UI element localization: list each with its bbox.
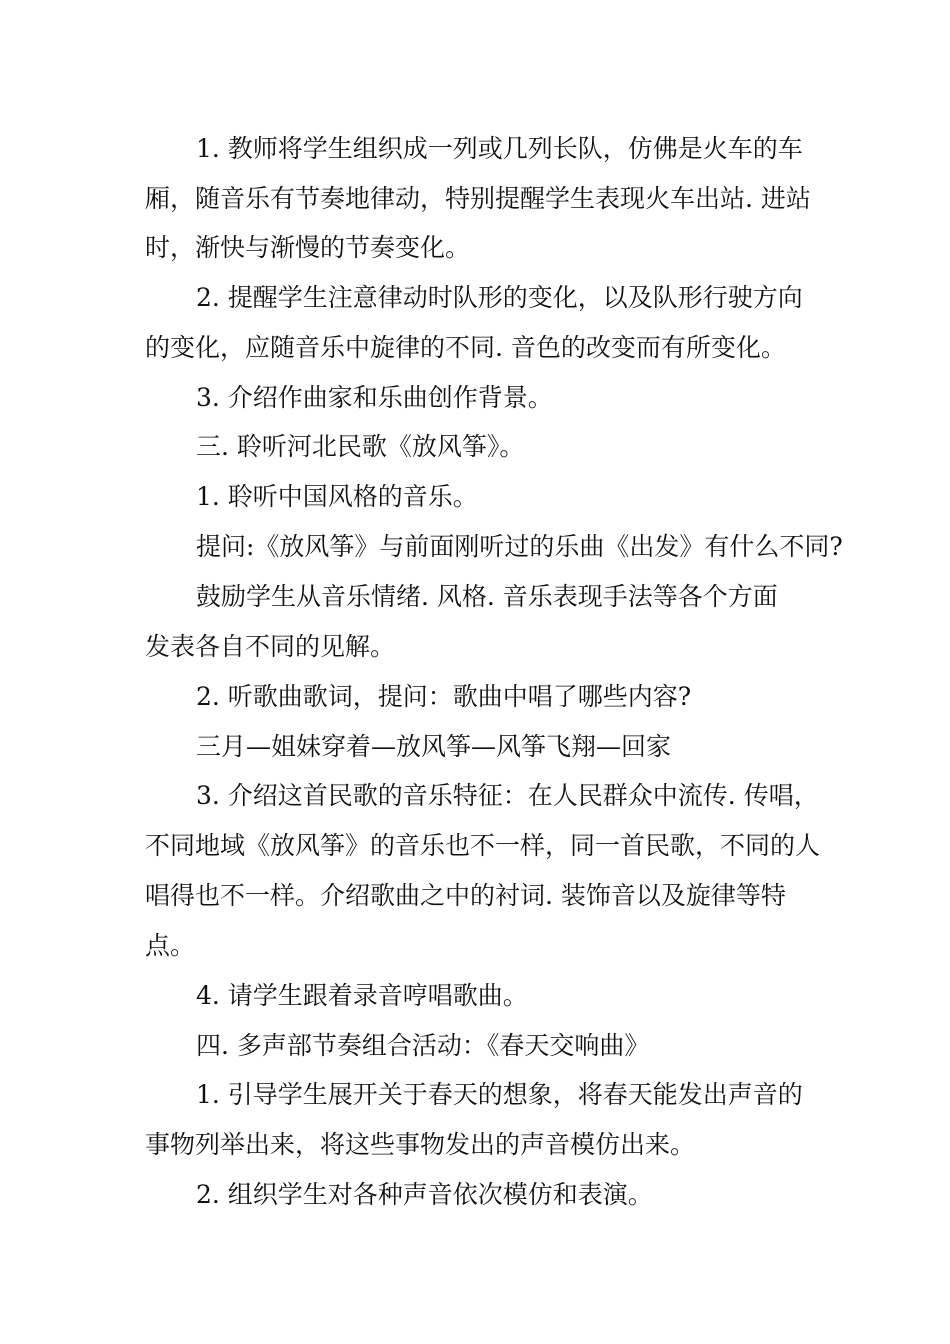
text-line: 1. 聆听中国风格的音乐。 xyxy=(196,482,478,511)
text-line: 提问:《放风筝》与前面刚听过的乐曲《出发》有什么不同? xyxy=(196,532,843,561)
text-line: 2. 听歌曲歌词，提问：歌曲中唱了哪些内容? xyxy=(196,682,692,711)
section-heading: 三. 聆听河北民歌《放风筝》。 xyxy=(196,432,525,461)
text-line: 2. 提醒学生注意律动时队形的变化，以及队形行驶方向 xyxy=(196,283,803,312)
text-line: 发表各自不同的见解。 xyxy=(145,632,396,661)
text-line: 1. 引导学生展开关于春天的想象，将春天能发出声音的 xyxy=(196,1080,803,1109)
text-line: 3. 介绍这首民歌的音乐特征：在人民群众中流传. 传唱， xyxy=(196,781,819,810)
text-line: 唱得也不一样。介绍歌曲之中的衬词. 装饰音以及旋律等特 xyxy=(145,881,786,910)
text-line: 鼓励学生从音乐情绪. 风格. 音乐表现手法等各个方面 xyxy=(196,582,778,611)
text-line: 事物列举出来，将这些事物发出的声音模仿出来。 xyxy=(145,1130,696,1159)
text-line: 3. 介绍作曲家和乐曲创作背景。 xyxy=(196,383,553,412)
text-line: 2. 组织学生对各种声音依次模仿和表演。 xyxy=(196,1180,653,1209)
text-line: 4. 请学生跟着录音哼唱歌曲。 xyxy=(196,981,528,1010)
text-line: 点。 xyxy=(145,931,196,960)
text-line: 三月—姐妹穿着—放风筝—风筝飞翔—回家 xyxy=(196,732,672,761)
text-line: 不同地域《放风筝》的音乐也不一样，同一首民歌，不同的人 xyxy=(145,831,821,860)
text-line: 1. 教师将学生组织成一列或几列长队，仿佛是火车的车 xyxy=(196,134,803,163)
text-line: 的变化，应随音乐中旋律的不同. 音色的改变而有所变化。 xyxy=(145,333,786,362)
text-line: 厢，随音乐有节奏地律动，特别提醒学生表现火车出站. 进站 xyxy=(145,184,811,213)
text-line: 时，渐快与渐慢的节奏变化。 xyxy=(145,233,471,262)
section-heading: 四. 多声部节奏组合活动：《春天交响曲》 xyxy=(196,1031,650,1060)
